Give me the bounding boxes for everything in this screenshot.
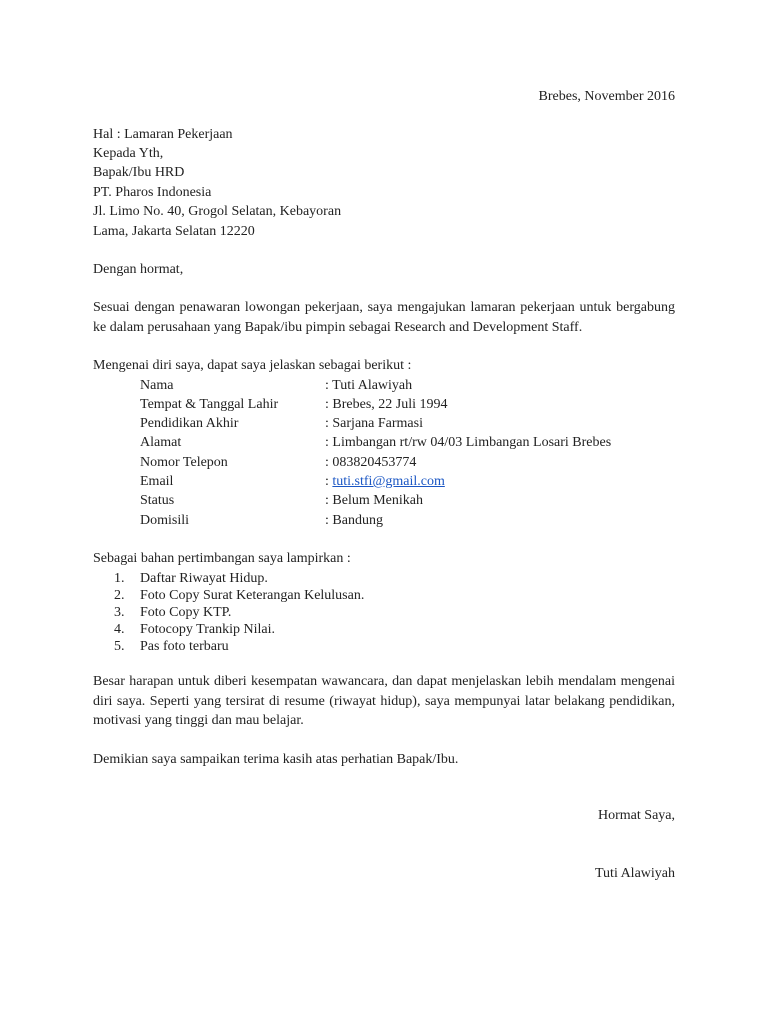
details-intro: Mengenai diri saya, dapat saya jelaskan sebagai berikut : [93,358,412,373]
detail-label: Nomor Telepon [140,455,228,470]
email-value [325,472,445,491]
detail-label: Status [140,493,175,508]
recipient-department: Bapak/Ibu HRD [93,165,185,180]
list-item: Pas foto terbaru [140,639,229,654]
intro-paragraph: Sesuai dengan penawaran lowongan pekerjaan, saya mengajukan lamaran pekerjaan untuk bergabung ke dalam perusahaan yang Bapak/ibu pimpin sebagai Research and Development Staff. [93,300,675,335]
list-number: 1. [114,571,125,586]
signature-name: Tuti Alawiyah [595,866,675,881]
detail-value: : Brebes, 22 Juli 1994 [325,397,448,412]
recipient-city: Lama, Jakarta Selatan 12220 [93,224,255,239]
detail-label: Alamat [140,435,182,450]
list-item: Foto Copy KTP. [140,605,232,620]
detail-value: : Bandung [325,513,383,528]
list-item: Foto Copy Surat Keterangan Kelulusan. [140,588,365,603]
recipient-street: Jl. Limo No. 40, Grogol Selatan, Kebayoran [93,204,342,219]
sign-off: Hormat Saya, [598,808,675,823]
detail-value: : Limbangan rt/rw 04/03 Limbangan Losari Brebes [325,435,612,450]
recipient-line: Kepada Yth, [93,146,164,161]
list-item: Fotocopy Trankip Nilai. [140,622,275,637]
detail-label: Nama [140,378,174,393]
attachments-intro: Sebagai bahan pertimbangan saya lampirkan : [93,551,351,566]
place-date: Brebes, November 2016 [538,89,675,104]
detail-value: : Tuti Alawiyah [325,378,413,393]
closing-paragraph: Besar harapan untuk diberi kesempatan wawancara, dan dapat menjelaskan lebih mendalam mengenai diri saya. Seperti yang tersirat di resume (riwayat hidup), saya mempunyai latar belakang pendidikan, motivasi yang tinggi dan mau belajar. [93,674,675,728]
detail-label: Tempat & Tanggal Lahir [140,397,279,412]
email-link[interactable]: tuti.stfi@gmail.com [332,474,445,489]
list-item: Daftar Riwayat Hidup. [140,571,268,586]
list-number: 4. [114,622,125,637]
list-number: 5. [114,639,125,654]
detail-label: Domisili [140,513,190,528]
detail-value: : 083820453774 [325,455,417,470]
list-number: 3. [114,605,125,620]
detail-value: : Belum Menikah [325,493,423,508]
detail-label: Pendidikan Akhir [140,416,239,431]
list-number: 2. [114,588,125,603]
email-prefix: : [325,474,333,489]
detail-value: : Sarjana Farmasi [325,416,423,431]
thanks-line: Demikian saya sampaikan terima kasih atas perhatian Bapak/Ibu. [93,752,459,767]
recipient-company: PT. Pharos Indonesia [93,185,212,200]
greeting: Dengan hormat, [93,262,184,277]
detail-label: Email [140,474,174,489]
subject-line: Hal : Lamaran Pekerjaan [93,127,233,142]
